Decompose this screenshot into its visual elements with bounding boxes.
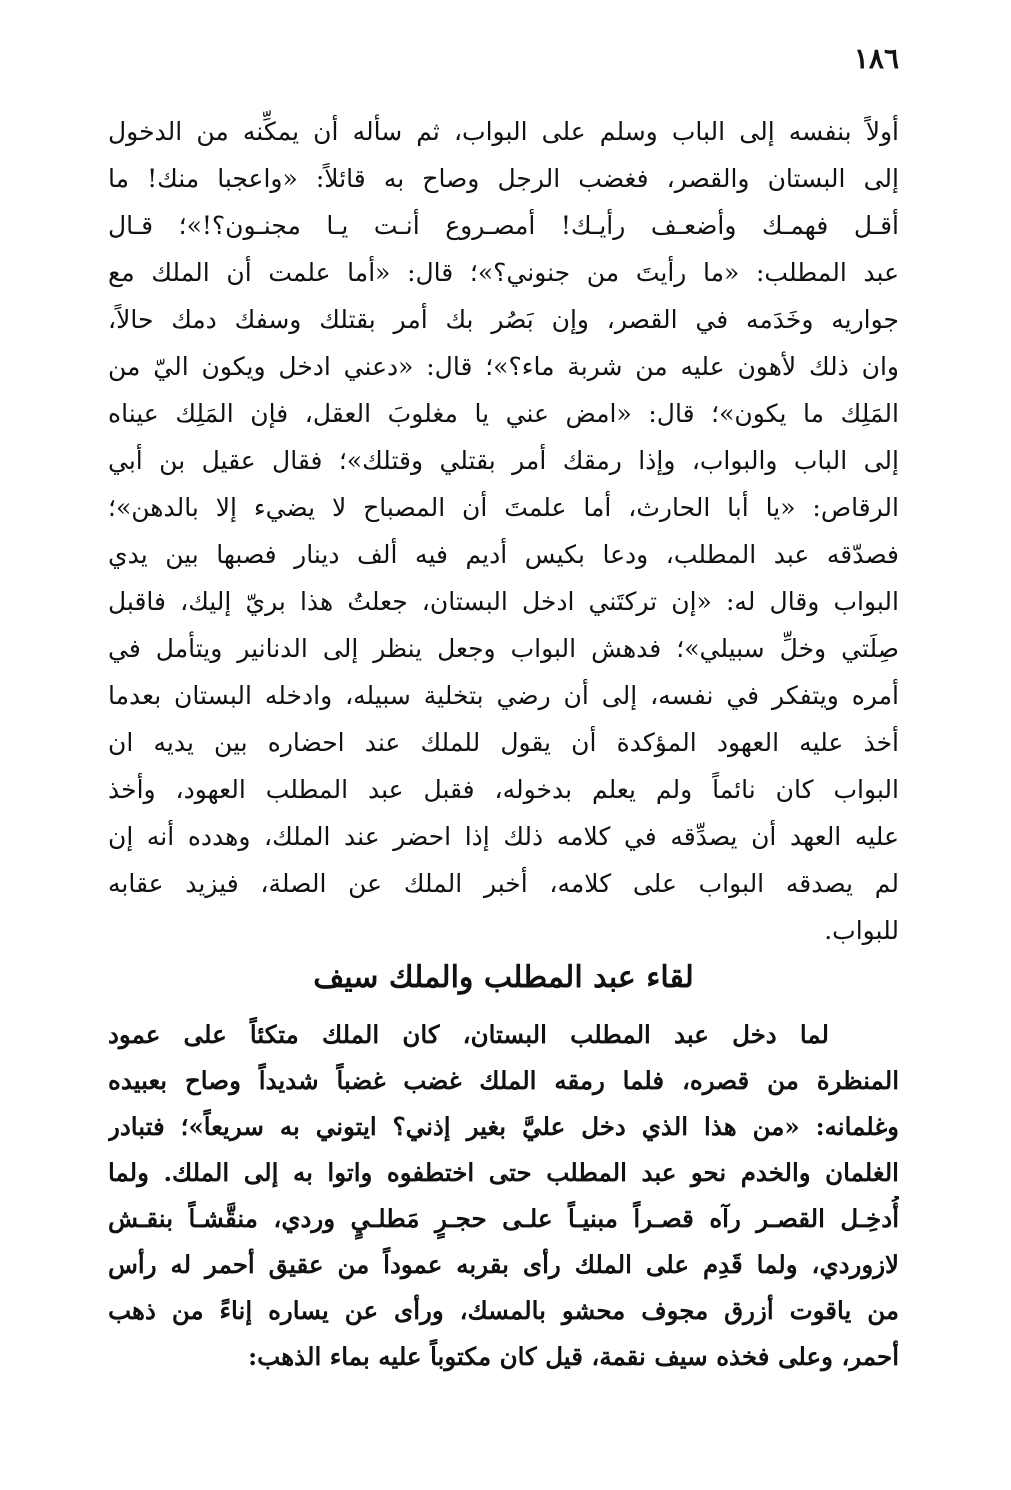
text-line: فصدّقه عبد المطلب، ودعا بكيس أديم فيه ألف دينار فصبها بين يدي xyxy=(108,540,899,569)
text-line: عبد المطلب: «ما رأيتَ من جنوني؟»؛ قال: «أما علمت أن الملك مع xyxy=(108,258,899,287)
paragraph-one xyxy=(108,108,899,954)
text-line: لم يصدقه البواب على كلامه، أخبر الملك عن الصلة، فيزيد عقابه xyxy=(108,869,899,898)
text-line: البواب كان نائماً ولم يعلم بدخوله، فقبل عبد المطلب العهود، وأخذ xyxy=(108,775,899,804)
text-line-last: أحمر، وعلى فخذه سيف نقمة، قيل كان مكتوباً عليه بماء الذهب: xyxy=(248,1342,899,1371)
text-line: إلى الباب والبواب، وإذا رمقك أمر بقتلي وقتلك»؛ فقال عقيل بن أبي xyxy=(108,446,899,475)
text-line: أمره ويتفكر في نفسه، إلى أن رضي بتخلية سبيله، وادخله البستان بعدما xyxy=(108,681,899,710)
text-line: لازوردي، ولما قَدِم على الملك رأى بقربه عموداً من عقيق أحمر له رأس xyxy=(108,1250,899,1279)
text-line: وغلمانه: «من هذا الذي دخل عليَّ بغير إذني؟ ايتوني به سريعاً»؛ فتبادر xyxy=(108,1112,899,1141)
page-number: ١٨٦ xyxy=(853,42,899,75)
text-line: المنظرة من قصره، فلما رمقه الملك غضب غضباً شديداً وصاح بعبيده xyxy=(108,1066,899,1095)
text-line: الغلمان والخدم نحو عبد المطلب حتى اختطفوه واتوا به إلى الملك. ولما xyxy=(108,1158,899,1187)
paragraph-two xyxy=(108,1012,899,1380)
text-line: أقـل فهمـك وأضعـف رأيـك! أمصـروع أنـت يـا مجنـون؟!»؛ قـال xyxy=(108,211,899,240)
text-line: عليه العهد أن يصدِّقه في كلامه ذلك إذا احضر عند الملك، وهدده أنه إن xyxy=(108,822,899,851)
text-line: أولاً بنفسه إلى الباب وسلم على البواب، ثم سأله أن يمكِّنه من الدخول xyxy=(108,117,899,146)
text-line: صِلَتي وخلِّ سبيلي»؛ فدهش البواب وجعل ينظر إلى الدنانير ويتأمل في xyxy=(108,634,899,663)
text-line-last: للبواب. xyxy=(824,916,899,945)
text-line: وان ذلك لأهون عليه من شربة ماء؟»؛ قال: «دعني ادخل ويكون اليّ من xyxy=(108,352,899,381)
text-line: البواب وقال له: «إن تركتَني ادخل البستان، جعلتُ هذا بريّ إليك، فاقبل xyxy=(108,587,899,616)
text-line: جواريه وخَدَمه في القصر، وإن بَصُر بك أمر بقتلك وسفك دمك حالاً، xyxy=(108,305,899,334)
section-heading: لقاء عبد المطلب والملك سيف xyxy=(313,960,694,995)
text-line: أُدخِـل القصـر رآه قصـراً مبنيـاً علـى حجـرٍ مَطلـيٍ وردي، منقَّشـاً بنقـش xyxy=(108,1204,899,1233)
text-line: إلى البستان والقصر، فغضب الرجل وصاح به قائلاً: «واعجبا منك! ما xyxy=(108,164,899,193)
text-line: لما دخل عبد المطلب البستان، كان الملك متكئاً على عمود xyxy=(108,1020,829,1049)
text-line: الرقاص: «يا أبا الحارث، أما علمتَ أن المصباح لا يضيء إلا بالدهن»؛ xyxy=(108,493,899,522)
text-line: المَلِك ما يكون»؛ قال: «امض عني يا مغلوبَ العقل، فإن المَلِك عيناه xyxy=(108,399,899,428)
text-line: من ياقوت أزرق مجوف محشو بالمسك، ورأى عن يساره إناءً من ذهب xyxy=(108,1296,899,1325)
text-line: أخذ عليه العهود المؤكدة أن يقول للملك عند احضاره بين يديه ان xyxy=(108,728,899,757)
